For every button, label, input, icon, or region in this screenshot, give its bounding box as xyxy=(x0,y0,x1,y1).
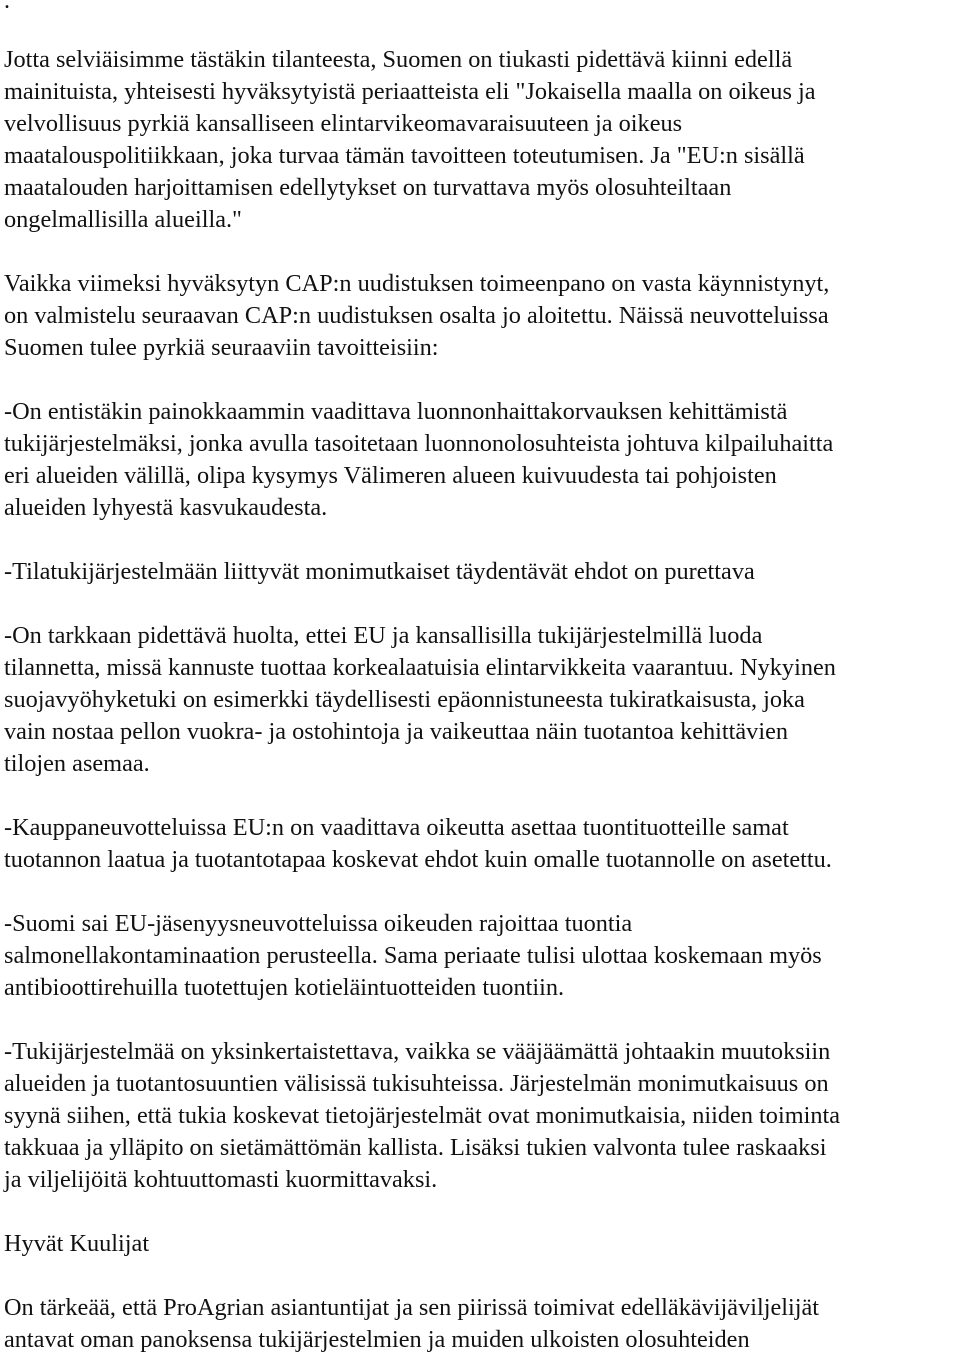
paragraph-item-quality: -On tarkkaan pidettävä huolta, ettei EU ja kansallisilla tukijärjestelmillä luoda tilannetta, missä kannuste tuottaa korkealaatuisia elintarvikkeita vaarantuu. Nykyinen suojavyöhyketuki on esimerkki täydellisesti epäonnistuneesta tukiratkaisusta, joka vain nostaa pellon vuokra- ja ostohintoja ja vaikeuttaa näin tuotantoa kehittävien tilojen asemaa. xyxy=(4,622,836,777)
paragraph-item-trade: -Kauppaneuvotteluissa EU:n on vaadittava oikeutta asettaa tuontituotteille samat tuotannon laatua ja tuotantotapaa koskevat ehdot kuin omalle tuotannolle on asetettu. xyxy=(4,814,832,873)
paragraph-item-simplify: -Tukijärjestelmää on yksinkertaistettava, vaikka se vääjäämättä johtaakin muutoksiin alueiden ja tuotantosuuntien välisissä tukisuhteissa. Järjestelmän monimutkaisuus on syynä siihen, että tukia koskevat tietojärjestelmät ovat monimutkaisia, niiden toiminta takkuaa ja ylläpito on sietämättömän kallista. Lisäksi tukien valvonta tulee raskaaksi ja viljelijöitä kohtuuttomasti kuormittavaksi. xyxy=(4,1038,841,1193)
paragraph-salutation: Hyvät Kuulijat xyxy=(4,1230,150,1257)
paragraph-item-import: -Suomi sai EU-jäsenyysneuvotteluissa oikeuden rajoittaa tuontia salmonellakontaminaation perusteella. Sama periaate tulisi ulottaa koskemaan myös antibioottirehuilla tuotettujen kotieläintuotteiden tuontiin. xyxy=(4,910,822,1001)
paragraph-cap-reform: Vaikka viimeksi hyväksytyn CAP:n uudistuksen toimeenpano on vasta käynnistynyt, on valmistelu seuraavan CAP:n uudistuksen osalta jo aloitettu. Näissä neuvotteluissa Suomen tulee pyrkiä seuraaviin tavoitteisiin: xyxy=(4,270,830,361)
document-page: . Jotta selviäisimme tästäkin tilanteesta, Suomen on tiukasti pidettävä kiinni edellä mainituista, yhteisesti hyväksytyistä periaatteista eli "Jokaisella maalla on oikeus ja velvollisuus pyrkiä kansalliseen elintarvikeomavaraisuuteen ja oikeus maatalouspolitiikkaan, joka turvaa tämän tavoitteen toteutumisen. Ja "EU:n sisällä maatalouden harjoittamisen edellytykset on turvattava myös olosuhteiltaan ongelmallisilla alueilla." Vaikka viimeksi hyväksytyn CAP:n uudistuksen toimeenpano on vasta käynnistynyt, on valmistelu seuraavan CAP:n uudistuksen osalta jo aloitettu. Näissä neuvotteluissa Suomen tulee pyrkiä seuraaviin tavoitteisiin: -On entistäkin painokkaammin vaadittava luonnonhaittakorvauksen kehittämistä tukijärjestelmäksi, jonka avulla tasoitetaan luonnonolosuhteista johtuva kilpailuhaitta eri alueiden välillä, olipa kysymys Välimeren alueen kuivuudesta tai pohjoisten alueiden lyhyestä kasvukaudesta. -Tilatukijärjestelmään liittyvät monimutkaiset täydentävät ehdot on purettava -On tarkkaan pidettävä huolta, ettei EU ja kansallisilla tukijärjestelmillä luoda tilannetta, missä kannuste tuottaa korkealaatuisia elintarvikkeita vaarantuu. Nykyinen suojavyöhyketuki on esimerkki täydellisesti epäonnistuneesta tukiratkaisusta, joka vain nostaa pellon vuokra- ja ostohintoja ja vaikeuttaa näin tuotantoa kehittävien tilojen asemaa. -Kauppaneuvotteluissa EU:n on vaadittava oikeutta asettaa tuontituotteille samat tuotannon laatua ja tuotantotapaa koskevat ehdot kuin omalle tuotannolle on asetettu. -Suomi sai EU-jäsenyysneuvotteluissa oikeuden rajoittaa tuontia salmonellakontaminaation perusteella. Sama periaate tulisi ulottaa koskemaan myös antibioottirehuilla tuotettujen kotieläintuotteiden tuontiin. -Tukijärjestelmää on yksinkertaistettava, vaikka se vääjäämättä johtaakin muutoksiin alueiden ja tuotantosuuntien välisissä tukisuhteissa. Järjestelmän monimutkaisuus on syynä siihen, että tukia koskevat tietojärjestelmät ovat monimutkaisia, niiden toiminta takkuaa ja ylläpito on sietämättömän kallista. Lisäksi tukien valvonta tulee raskaaksi ja viljelijöitä kohtuuttomasti kuormittavaksi. Hyvät Kuulijat On tärkeää, että ProAgrian asiantuntijat ja sen piirissä toimivat edelläkävijäviljelijät antavat oman panoksensa tukijärjestelmien ja muiden ulkoisten olosuhteiden xyxy=(4,0,956,1356)
paragraph-item-conditions: -Tilatukijärjestelmään liittyvät monimutkaiset täydentävät ehdot on purettava xyxy=(4,558,755,585)
paragraph-closing: On tärkeää, että ProAgrian asiantuntijat ja sen piirissä toimivat edelläkävijäviljelijät antavat oman panoksensa tukijärjestelmien ja muiden ulkoisten olosuhteiden xyxy=(4,1294,820,1353)
paragraph-item-compensation: -On entistäkin painokkaammin vaadittava luonnonhaittakorvauksen kehittämistä tukijärjestelmäksi, jonka avulla tasoitetaan luonnonolosuhteista johtuva kilpailuhaitta eri alueiden välillä, olipa kysymys Välimeren alueen kuivuudesta tai pohjoisten alueiden lyhyestä kasvukaudesta. xyxy=(4,398,834,521)
paragraph-intro: Jotta selviäisimme tästäkin tilanteesta, Suomen on tiukasti pidettävä kiinni edellä mainituista, yhteisesti hyväksytyistä periaatteista eli "Jokaisella maalla on oikeus ja velvollisuus pyrkiä kansalliseen elintarvikeomavaraisuuteen ja oikeus maatalouspolitiikkaan, joka turvaa tämän tavoitteen toteutumisen. Ja "EU:n sisällä maatalouden harjoittamisen edellytykset on turvattava myös olosuhteiltaan ongelmallisilla alueilla." xyxy=(4,46,816,233)
